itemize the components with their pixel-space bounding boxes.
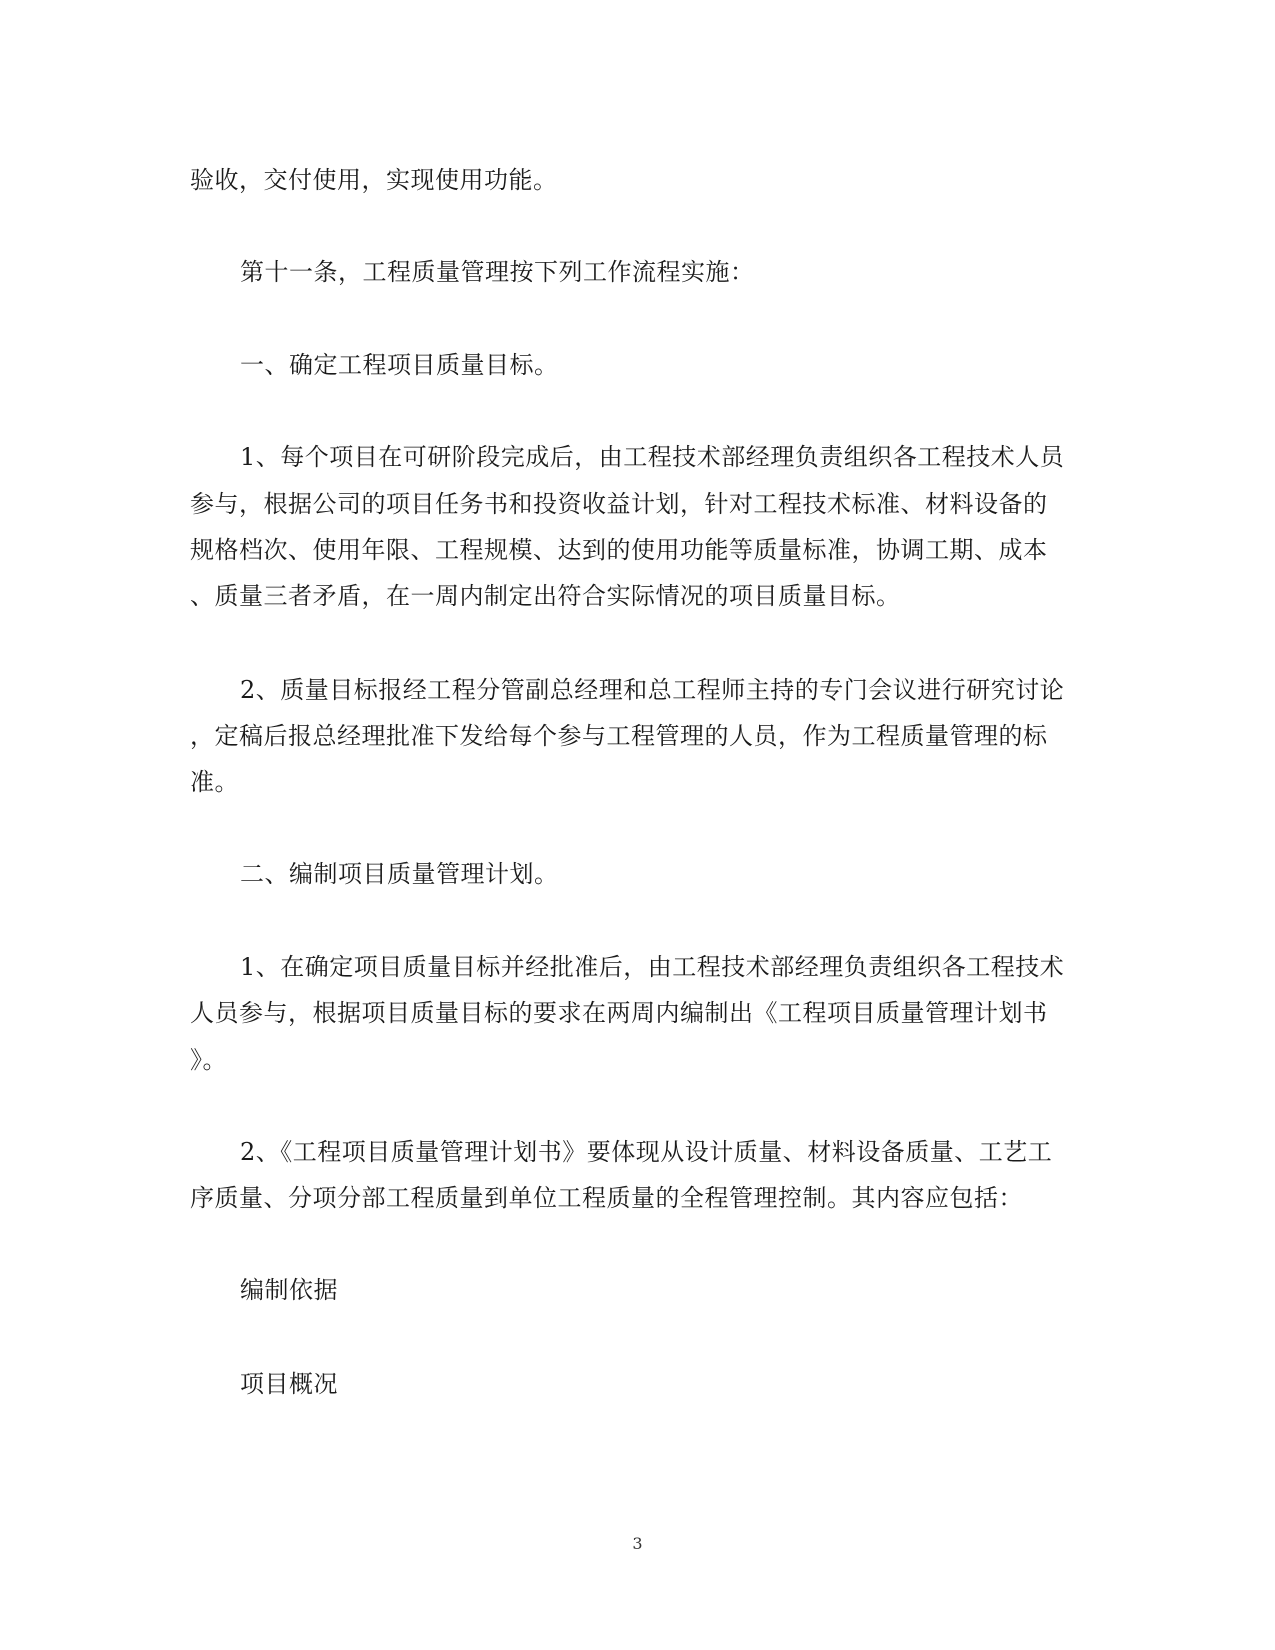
paragraph-line: 》。 (190, 1046, 227, 1074)
list-item: 项目概况 (240, 1370, 338, 1398)
paragraph-line: 准。 (190, 768, 239, 796)
paragraph-line: 、质量三者矛盾，在一周内制定出符合实际情况的项目质量目标。 (190, 582, 901, 610)
paragraph-line: 2、质量目标报经工程分管副总经理和总工程师主持的专门会议进行研究讨论 (240, 676, 1065, 704)
paragraph-line: 人员参与，根据项目质量目标的要求在两周内编制出《工程项目质量管理计划书 (190, 999, 1048, 1027)
page-number: 3 (632, 1534, 643, 1553)
article-heading: 第十一条，工程质量管理按下列工作流程实施： (240, 258, 755, 286)
paragraph-line: 规格档次、使用年限、工程规模、达到的使用功能等质量标准，协调工期、成本 (190, 536, 1048, 564)
section-heading: 一、确定工程项目质量目标。 (240, 351, 559, 379)
section-heading: 二、编制项目质量管理计划。 (240, 860, 559, 888)
paragraph-line: 参与，根据公司的项目任务书和投资收益计划，针对工程技术标准、材料设备的 (190, 490, 1048, 518)
paragraph-line: 序质量、分项分部工程质量到单位工程质量的全程管理控制。其内容应包括： (190, 1184, 1023, 1212)
paragraph-line: 验收，交付使用，实现使用功能。 (190, 166, 558, 194)
paragraph-line: ，定稿后报总经理批准下发给每个参与工程管理的人员，作为工程质量管理的标 (190, 722, 1048, 750)
paragraph-line: 1、每个项目在可研阶段完成后，由工程技术部经理负责组织各工程技术人员 (240, 443, 1065, 471)
paragraph-line: 2、《工程项目质量管理计划书》要体现从设计质量、材料设备质量、工艺工 (240, 1138, 1053, 1166)
paragraph-line: 1、在确定项目质量目标并经批准后，由工程技术部经理负责组织各工程技术 (240, 953, 1065, 981)
list-item: 编制依据 (240, 1276, 338, 1304)
